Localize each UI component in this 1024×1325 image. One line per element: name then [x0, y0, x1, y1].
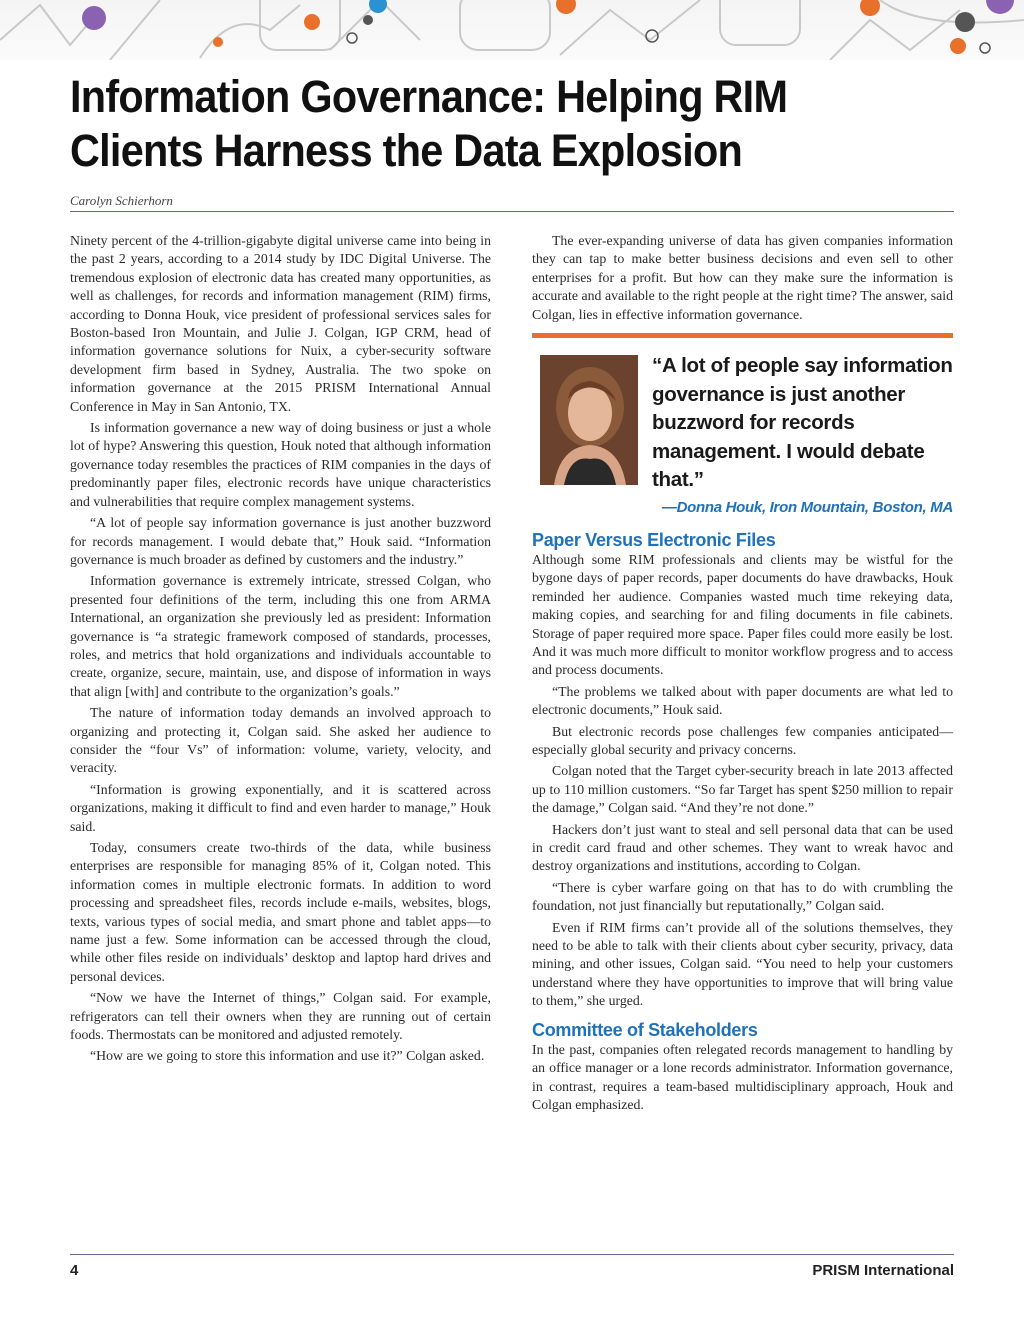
paragraph: Although some RIM professionals and clients may be wistful for the bygone days of paper records, paper documents do have drawbacks, Houk reminded her audience. Companies wasted much time rekeying data, making copies, and searching for and filing documents in file cabinets. Storage of paper required more space. Paper files could more easily be lost. And it was much more difficult to monitor workflow progress and to access and process documents.: [532, 551, 953, 678]
pull-quote-divider: [532, 333, 953, 338]
byline-divider: [70, 211, 954, 212]
paragraph: Today, consumers create two-thirds of the data, while business enterprises are responsible for managing 85% of it, Colgan noted. This information comes in multiple electronic formats. In addition to word processing and spreadsheet files, records include e-mails, websites, blogs, texts, various types of social media, and smart phone and tablet apps—to name just a few. Some information can be accessed through the cloud, while other files reside on individuals’ desktop and laptop hard drives and personal devices.: [70, 840, 491, 984]
decorative-banner: [0, 0, 1024, 60]
paragraph: “A lot of people say information governance is just another buzzword for records management. I would debate that,” Houk said. “Information governance is much broader as defined by customers and the industry.”: [70, 515, 491, 567]
paragraph: Ninety percent of the 4-trillion-gigabyte digital universe came into being in the past 2 years, according to a 2014 study by IDC Digital Universe. The tremendous explosion of electronic data has created many opportunities, as well as challenges, for records and information management (RIM) firms, according to Donna Houk, vice president of professional services sales for Boston-based Iron Mountain, and Julie J. Colgan, IGP CRM, head of information governance solutions for Nuix, a cyber-security software development firm based in Sydney, Australia. The two spoke on information governance at the 2015 PRISM International Annual Conference in May in San Antonio, TX.: [70, 233, 491, 414]
left-column: [70, 232, 491, 1069]
pull-quote-text: “A lot of people say information governance is just another buzzword for records management. I would debate that.”: [652, 354, 953, 492]
section-heading: Paper Versus Electronic Files: [532, 529, 776, 550]
right-column: [532, 232, 953, 1117]
title-line-1: Information Governance: Helping RIM: [70, 71, 788, 122]
title-line-2: Clients Harness the Data Explosion: [70, 125, 743, 176]
paragraph: Hackers don’t just want to steal and sell personal data that can be used in credit card fraud and other schemes. They want to wreak havoc and destroy organizations and institutions, according to Colgan.: [532, 821, 953, 874]
paragraph: “How are we going to store this information and use it?” Colgan asked.: [90, 1048, 485, 1064]
paragraph: Is information governance a new way of doing business or just a whole lot of hype? Answering this question, Houk noted that although information governance today resembles the practices of RIM companies in the days of predominantly paper files, electronic records have unique characteristics and vulnerabilities that require complex management systems.: [70, 420, 491, 509]
speaker-photo: [540, 355, 638, 485]
pull-quote-attribution: —Donna Houk, Iron Mountain, Boston, MA: [661, 498, 953, 516]
pull-quote: [532, 352, 953, 495]
paragraph: “Information is growing exponentially, and it is scattered across organizations, making it difficult to find and even harder to manage,” Houk said.: [70, 781, 491, 834]
paragraph: Colgan noted that the Target cyber-security breach in late 2013 affected up to 110 million customers. “So far Target has spent $250 million to repair the damage,” Colgan said. “And they’re not done.”: [532, 763, 953, 816]
paragraph: Information governance is extremely intricate, stressed Colgan, who presented four definitions of the term, including this one from ARMA International, an organization she previously led as president: Information governance is “a strategic framework composed of standards, processes, roles, and metrics that hold organizations and individuals accountable to create, organize, secure, maintain, use, and dispose of information in ways that align [with] and contribute to the organization’s goals.”: [70, 573, 491, 699]
section-heading: Committee of Stakeholders: [532, 1019, 758, 1040]
paragraph: Even if RIM firms can’t provide all of the solutions themselves, they need to be able to talk with their clients about cyber security, privacy, data mining, and other issues, Colgan said. “You need to help your customers understand where they have opportunities to improve that will bring value to them,” she urged.: [532, 919, 953, 1009]
paragraph: “The problems we talked about with paper documents are what led to electronic documents,” Houk said.: [532, 683, 953, 718]
author-byline: Carolyn Schierhorn: [70, 193, 173, 208]
paragraph: The nature of information today demands an involved approach to organizing and protecting it, Colgan said. She asked her audience to consider the “four Vs” of information: volume, variety, velocity, and veracity.: [70, 705, 491, 776]
paragraph: “Now we have the Internet of things,” Colgan said. For example, refrigerators can tell their owners when they are running out of certain foods. Thermostats can be monitored and adjusted remotely.: [70, 990, 491, 1043]
intro-paragraph: The ever-expanding universe of data has given companies information they can tap to make better business decisions and even sell to other enterprises for a profit. But how can they make sure the information is accurate and available to the right people at the right time? The answer, said Colgan, lies in effective information governance.: [532, 233, 953, 322]
article-title: [70, 70, 898, 178]
publication-name: PRISM International: [812, 1262, 954, 1279]
paragraph: In the past, companies often relegated records management to handling by an office manager or a lone records administrator. Information governance, in contrast, requires a team-based multidisciplinary approach, Houk and Colgan emphasized.: [532, 1041, 953, 1112]
network-graphic: [0, 0, 1024, 60]
footer-divider: [70, 1254, 954, 1255]
paragraph: But electronic records pose challenges few companies anticipated—especially global security and privacy concerns.: [532, 723, 953, 757]
page-number: 4: [70, 1262, 79, 1279]
paragraph: “There is cyber warfare going on that has to do with crumbling the foundation, not just financially but reputationally,” Colgan said.: [532, 879, 953, 914]
